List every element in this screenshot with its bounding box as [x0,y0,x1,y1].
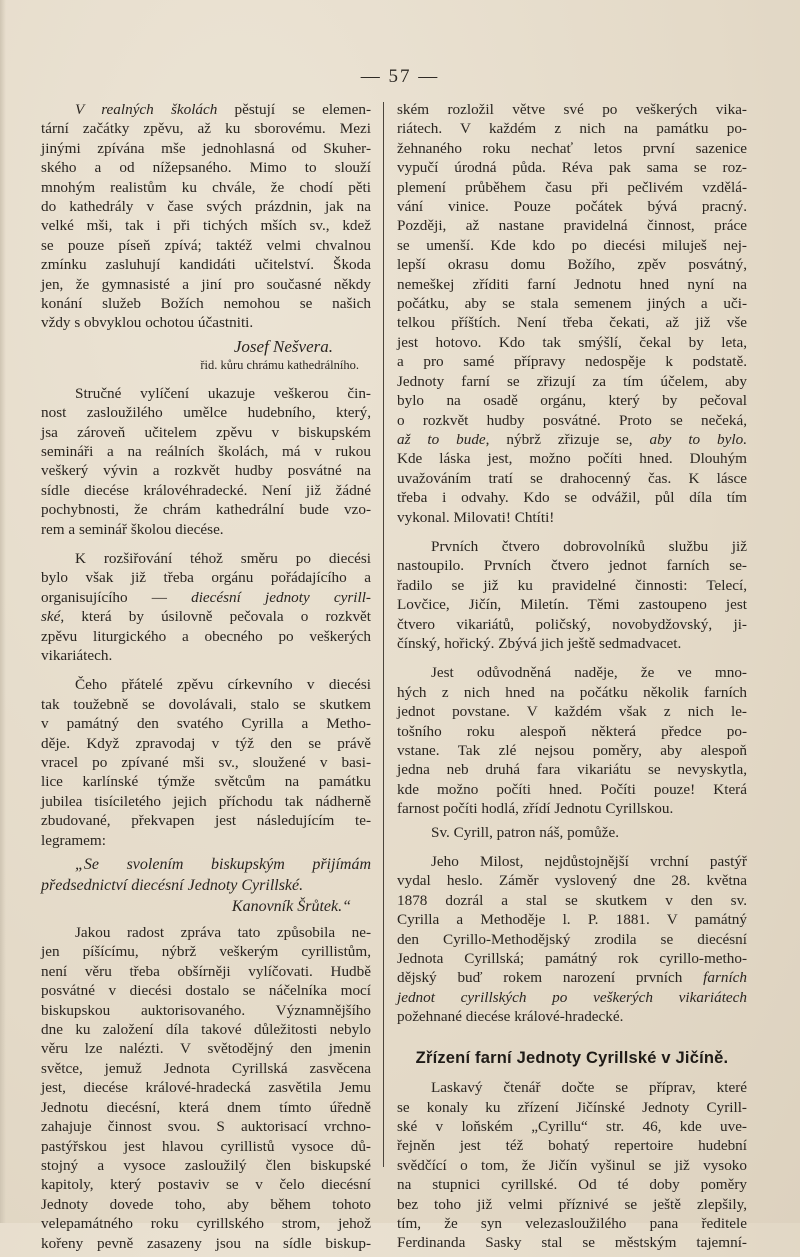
italic-fragment: diecésní jednoty cyrill- [191,588,371,606]
text-line: lepší okrasu domu Božího, zpěv posvátný, [397,256,747,274]
text-line: se umenší. Kde kdo po diecési miluješ nej- [397,236,747,254]
italic-fragment: aby to bylo. [649,430,748,448]
text-line: veškerý vývin a rozkvět hudby posvátné na [41,462,371,480]
paragraph-odudovnena-nadeje [397,663,747,818]
text-line: třeba i odvahy. Kdo se odvážil, půl díla tím [397,489,747,507]
text-line: vstane. Tak zlé nejsou poměry, aby alespoň [397,742,747,759]
text-line: biskupskou auktorisovaného. Významnějšího [41,1001,371,1019]
text-line: Později, až nastane pravidelná činnost, práce [397,217,747,235]
text-line: Kde láska jest, možno počíti hned. Dlouhým [397,450,747,468]
text-line: do kathedrály v čase svých prázdnin, jak na [41,198,371,216]
text-line: Sv. Cyrill, patron náš, pomůže. [431,823,619,841]
text-line: ském rozložil větve své po veškerých vika- [397,101,747,118]
text-line: požehnané diecése králové-hradecké. [397,1008,624,1026]
text-line: kapitoly, který postaviv se v čelo diecésní [41,1176,371,1194]
left-column [41,100,371,1257]
text-line: vždy s obvyklou ochotou účastniti. [41,314,254,332]
text-line: legramem: [41,831,106,849]
text-line: počátku, aby se stala semenem jiných a uči- [397,295,747,313]
text-line: Jednoty dovede toho, aby během tohoto [41,1195,371,1213]
text-line: kořeny pevně zasazeny jsou na sídle biskup- [41,1234,371,1252]
italic-fragment: ské [41,608,61,626]
text-fragment: pěstují se elemen- [217,101,371,118]
text-line: tím, že syn velezasloužilého pana ředitele [397,1214,747,1232]
text-line: nost zasloužilého umělce hudebního, který, [41,404,371,422]
paragraph-laskavy-ctenar [397,1078,747,1253]
section-heading: Zřízení farní Jednoty Cyrillské v Jičíně. [415,1048,729,1067]
text-line: rem a seminář školou diecése. [41,520,224,538]
paragraph-rozlozil-vetve [397,100,747,527]
text-line: se konaly ku zřízení Jičínské Jednoty Cyrill- [397,1098,747,1116]
text-line: hých z nich hned na počátku několik farních [397,683,747,701]
text-line: 1878 dozrál a stal se skutkem v den sv. [397,891,747,909]
text-line: telkou příštích. Není třeba čekati, až již vše [397,314,747,332]
text-line: nastoupilo. Prvních čtvero jednot farních se- [397,557,747,575]
text-line: pochybnosti, že chrám kathedrální bude vzo- [41,501,371,519]
text-line: jednot povstane. V každém však z nich le- [397,703,747,721]
text-line: Jednota Cyrillská; památný rok cyrillo-metho- [397,950,747,968]
page-edge [0,0,6,1223]
telegram-quote [41,854,371,917]
column-divider [383,102,384,1167]
text-line: Laskavý čtenář dočte se příprav, které [431,1079,747,1097]
text-line: ské v loňském „Cyrillu“ str. 46, kde uve- [397,1117,747,1135]
text-line: sídle diecése královéhradecké. Není již žádné [41,481,371,499]
text-line: den Cyrillo-Methodějský zrodila se diecésní [397,930,747,948]
text-line: v památný den svatého Cyrilla a Metho- [41,715,371,733]
text-line: bylo na osadě orgánu, který by pečoval [397,392,747,410]
text-line: Jednoty farní se zřizují za tím účelem, aby [397,372,747,390]
text-line: zahajuje činnost svou. S auktorisací vrchno- [41,1118,371,1136]
text-line: uvažováním tratí se drahocenný čas. K lásce [397,469,747,487]
text-line: kde možno počíti hned. Počíti pouze! Která [397,780,747,798]
text-line: na stupnici cyrillské. Od té doby poměry [397,1176,747,1194]
text-line: Čeho přátelé zpěvu církevního v diecési [75,676,371,694]
text-line: lice karlínské týmže světcům na památku [41,773,371,791]
text-line: dne ku založení díla takové důležitosti nebylo [41,1021,371,1039]
paragraph-realne-skoly [41,100,371,333]
text-line: tak toužebně se dovolávali, stalo se skutkem [41,695,371,713]
paragraph-ceho-pratele [41,675,371,850]
text-line: a pro samé přípravy nedospěje k podstatě. [397,353,747,371]
text-line: K rozšiřování téhož směru po diecési [75,549,371,567]
text-line: se pouze píseň zpívá; taktéž velmi chvalnou [41,236,371,254]
text-line: Ferdinanda Sasky stal se městským tajemní- [397,1234,747,1252]
text-line: mnohým realistům ku chvále, že chodí pěti [41,178,371,196]
right-column [397,100,747,1257]
text-line: bez toho již velmi příznivé se ještě zlepšily, [397,1195,747,1213]
text-line: stojný a vysoce zasloužilý člen biskupské [41,1156,371,1174]
quote-line: předsednictví diecésní Jednoty Cyrillské. [41,877,304,895]
text-line: Lovčice, Jičín, Miletín. Těmi zastoupeno jest [397,596,747,614]
text-line: Jakou radost zpráva tato způsobila ne- [75,924,371,942]
paragraph-prvnich-ctvero [397,537,747,653]
text-line: zmínku zasluhují kandidáti učitelství. Škoda [41,256,371,274]
text-line: čtvero vikariátů, poličský, novobydžovský, ji- [397,615,747,633]
text-fragment: , nýbrž zřizuje se, [485,430,650,448]
text-line: vydal heslo. Záměr vyslovený dne 28. května [397,872,747,890]
text-line: Cyrilla a Methoděje l. P. 1881. V památný [397,911,747,929]
italic-fragment: jednot cyrillských po veškerých vikariátech [397,988,747,1006]
paragraph-strucne-vyliceni [41,384,371,539]
text-line: věru lze nalézti. V světodějný den jmenin [41,1040,371,1058]
text-line: zpěvu liturgického a obecného po veškerých [41,627,371,645]
signature-name: Josef Nešvera. [233,336,333,356]
text-line: jedna neb druhá fara vikariátu se nevyskytla, [397,761,747,779]
text-line: řadilo se již ku pravidelné činnosti: Telecí, [397,576,747,594]
text-line: Jeho Milost, nejdůstojnější vrchní pastýř [431,853,747,871]
text-line: vikariátech. [41,646,113,664]
text-line: plemení průběhem času při pečlivém vzdělá- [397,178,747,196]
text-line: jest, diecése králové-hradecká zasvětila Jemu [41,1079,371,1097]
text-line: pastýřskou jest hlavou cyrillistů vysoce dů- [41,1137,371,1155]
text-line: Prvních čtvero dobrovolníků službu již [431,537,747,555]
text-line: ského a od nížepsaného. Mimo to slouží [41,159,371,177]
text-line: vracel po zpívané mši sv., sloužené v basi- [41,754,371,771]
text-line: velepamátného roku cyrillského strom, jehož [41,1215,371,1233]
text-fragment: , která by úsilovně pečovala o rozkvět [60,608,371,626]
text-line [41,100,371,119]
text-line: vykonal. Milovati! Chtíti! [397,508,555,526]
text-line: děje. Když zpravodaj v týž den se právě [41,734,371,752]
quote-signature: Kanovník Šrůtek.“ [231,898,351,916]
text-line: posvátné v diecési dostalo se náčelníka mocí [41,982,371,1000]
text-line: není věru třeba obšírněji vylíčovati. Hudbě [41,962,371,980]
text-line: jsa zároveň učitelem zpěvu v biskupském [41,423,371,441]
text-line [41,607,371,626]
text-line: o rozkvět hudby posvátné. Proto se nečeká, [397,411,747,429]
text-line: jubilea tisíciletého jejich příchodu tak nádherně [41,792,371,810]
text-line: konání služeb Božích nemohou se našich [41,295,371,313]
text-line: světce, jemuž Jednota Cyrillská zasvěcena [41,1059,371,1077]
text-line [41,588,371,607]
text-line: čínský, hořický. Zbývá jich ještě sedmadvacet. [397,634,682,652]
text-line: vání vinice. Pouze počátek bývá pracný. [397,198,747,216]
text-line: jen píšícímu, nýbrž veškerým cyrillistům, [41,943,371,961]
text-line: velké mši, tak i při tichých mších sv., kdež [41,217,371,235]
text-line: Jest odůvodněná naděje, že ve mno- [431,664,747,682]
paragraph-jeho-milost [397,852,747,1027]
text-line [397,988,747,1007]
text-line: řejněn jest též bohatý repertoire hudební [397,1137,747,1155]
text-line: jen, že gymnasisté a jiní pro současné někdy [41,275,371,293]
text-line: jest hotovo. Kdo tak smýšlí, čekal by leta, [397,333,747,351]
text-line: tární začátky zpěvu, až ku sborovému. Mezi [41,120,371,138]
text-line: Stručné vylíčení ukazuje veškerou čin- [75,384,371,402]
text-line: farnost počíti hodlá, zřídí Jednotu Cyrillskou. [397,800,674,818]
text-line: žehnaného roku nechať letos první sazenice [397,139,747,157]
text-line: svědčící o tom, že Jičín vyšinul se již vysoko [397,1156,747,1174]
text-line: zbudované, překvapen jest následujícím te- [41,812,371,830]
text-line [397,430,747,449]
text-line: bylo však již třeba orgánu pořádajícího a [41,569,371,587]
signature-role: řid. kůru chrámu kathedrálního. [200,358,359,373]
text-line: Jednotu diecésní, která dnem tímto úředně [41,1098,371,1116]
text-line: semináři a na reálních školách, má v rukou [41,442,371,460]
paragraph-sv-cyrill [397,823,747,842]
text-fragment: organisujícího — [41,588,192,606]
quote-line: „Se svolením biskupským přijímám [75,856,371,874]
text-line: riátech. V každém z nich na památku po- [397,120,747,138]
text-line: vypučí úrodná půda. Réva pak sama se roz- [397,159,747,177]
italic-fragment: až to bude [397,430,486,448]
italic-fragment: farních [703,969,747,987]
text-line: nemeškej zříditi farní Jednotu hned nyní na [397,275,747,293]
paragraph-rozsirovani [41,549,371,665]
page-number: — 57 — [360,66,440,87]
paragraph-jakou-radost [41,923,371,1253]
text-fragment: dějský buď rokem narození prvních [397,969,704,987]
italic-lead: V realných školách [75,101,218,118]
text-line: jinými zpívána mše jednohlasná od Skuher- [41,139,371,157]
text-line [397,968,747,987]
text-line: tošního roku alespoň některá předce po- [397,722,747,740]
